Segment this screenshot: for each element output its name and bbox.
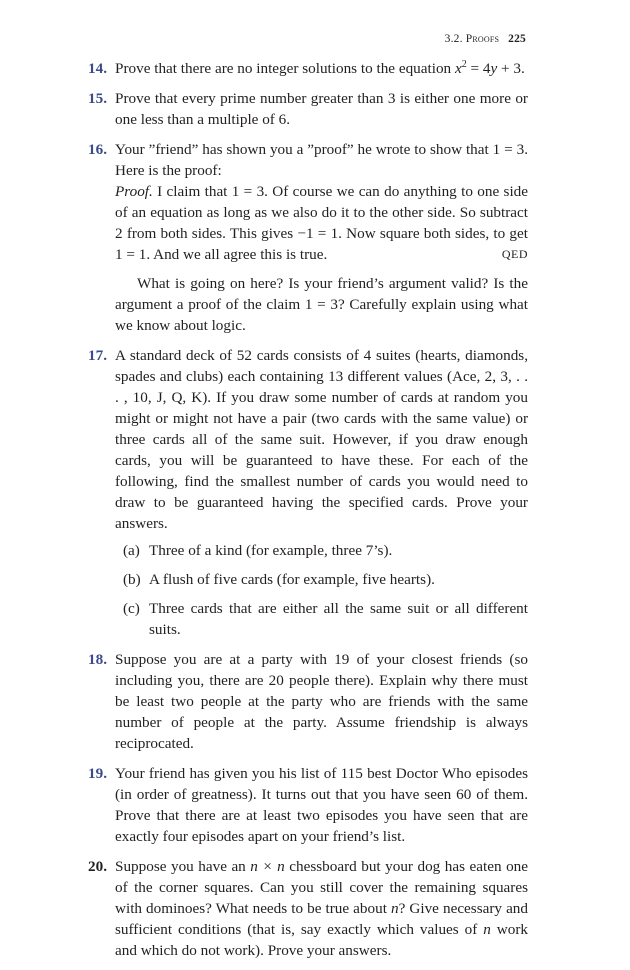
exercise-text: Your friend has given you his list of 115 best Doctor Who episodes (in order of greatness). It turns out that you have seen 60 of them. Prove that there are at least two episodes you have seen that are exactly four episodes apart on your friend’s list. (115, 765, 528, 845)
math-variable: y (490, 60, 498, 77)
math-variable: x (454, 60, 462, 77)
exercise-text: Your ”friend” has shown you a ”proof” he wrote to show that 1 = 3. Here is the proof: (115, 141, 528, 179)
subpart-label: (a) (123, 542, 140, 559)
subpart-text: Three of a kind (for example, three 7’s). (149, 542, 393, 559)
exercise-number: 18. (88, 651, 107, 668)
exercise-19 (88, 763, 528, 847)
exercise-17 (88, 345, 528, 640)
subpart-b (115, 569, 528, 590)
text-segment: = 4 (466, 60, 491, 77)
text-segment: ? Give necessary and sufficient conditions (that is, say exactly which values of (115, 900, 528, 938)
exercise-16 (88, 139, 528, 336)
text-segment: Suppose you have an (115, 858, 251, 875)
exercise-list (88, 58, 528, 970)
math-variable: n (483, 921, 491, 938)
proof-text: I claim that 1 = 3. Of course we can do anything to one side of an equation as long as we also do it to the other side. So subtract 2 from both sides. This gives −1 = 1. Now square both sides, to get 1 = 1. And we all agree this is true. (115, 183, 528, 263)
text-segment: Prove that there are no integer solutions to the equation (115, 60, 455, 77)
subpart-c (115, 598, 528, 640)
exercise-number: 15. (88, 90, 107, 107)
math-variable: n (391, 900, 399, 917)
exercise-text (115, 856, 528, 961)
subpart-a (115, 540, 528, 561)
exercise-text: Prove that every prime number greater than 3 is either one more or one less than a multiple of 6. (115, 90, 528, 128)
math-exponent: 2 (461, 58, 467, 70)
page-number: 225 (508, 33, 526, 45)
subpart-text: Three cards that are either all the same suit or all different suits. (149, 600, 528, 638)
text-segment: work and which do not work). Prove your answers. (115, 921, 528, 959)
text-segment: chessboard but your dog has eaten one of the corner squares. Can you still cover the remaining squares with dominoes? What needs to be true about (115, 858, 529, 917)
text-segment: + 3. (497, 60, 525, 77)
exercise-15 (88, 88, 528, 130)
exercise-number: 19. (88, 765, 107, 782)
exercise-text: Suppose you are at a party with 19 of your closest friends (so including you, there are 20 people there). Explain why there must be least two people at the party who are friends with the same number of people at the party. Assume friendship is always reciprocated. (115, 651, 528, 752)
exercise-number: 20. (88, 858, 107, 875)
exercise-number: 14. (88, 60, 107, 77)
exercise-text (115, 58, 528, 79)
math-expression: n × n (250, 858, 285, 875)
exercise-text: A standard deck of 52 cards consists of 4 suites (hearts, diamonds, spades and clubs) each containing 13 different values (Ace, 2, 3, . . . , 10, J, Q, K). If you draw some number of cards at random you might or might not have a pair (two cards with the same value) or three cards all of the same suit. However, if you draw enough cards, you will be guaranteed to have these. For each of the following, find the smallest number of cards you would need to draw to be guaranteed having the specified cards. Prove your answers. (115, 347, 528, 532)
exercise-14 (88, 58, 528, 79)
running-head (445, 33, 526, 45)
exercise-number: 17. (88, 347, 107, 364)
exercise-number: 16. (88, 141, 107, 158)
proof-block (115, 181, 528, 265)
exercise-20 (88, 856, 528, 961)
proof-label: Proof. (115, 183, 153, 200)
section-title: 3.2. Proofs (444, 33, 500, 45)
exercise-18 (88, 649, 528, 754)
qed-mark: QED (501, 247, 528, 261)
followup-question: What is going on here? Is your friend’s argument valid? Is the argument a proof of the claim 1 = 3? Carefully explain using what we know about logic. (115, 275, 528, 334)
subpart-text: A flush of five cards (for example, five hearts). (149, 571, 435, 588)
subpart-label: (b) (123, 571, 141, 588)
subpart-label: (c) (123, 600, 140, 617)
subpart-list (115, 540, 528, 640)
